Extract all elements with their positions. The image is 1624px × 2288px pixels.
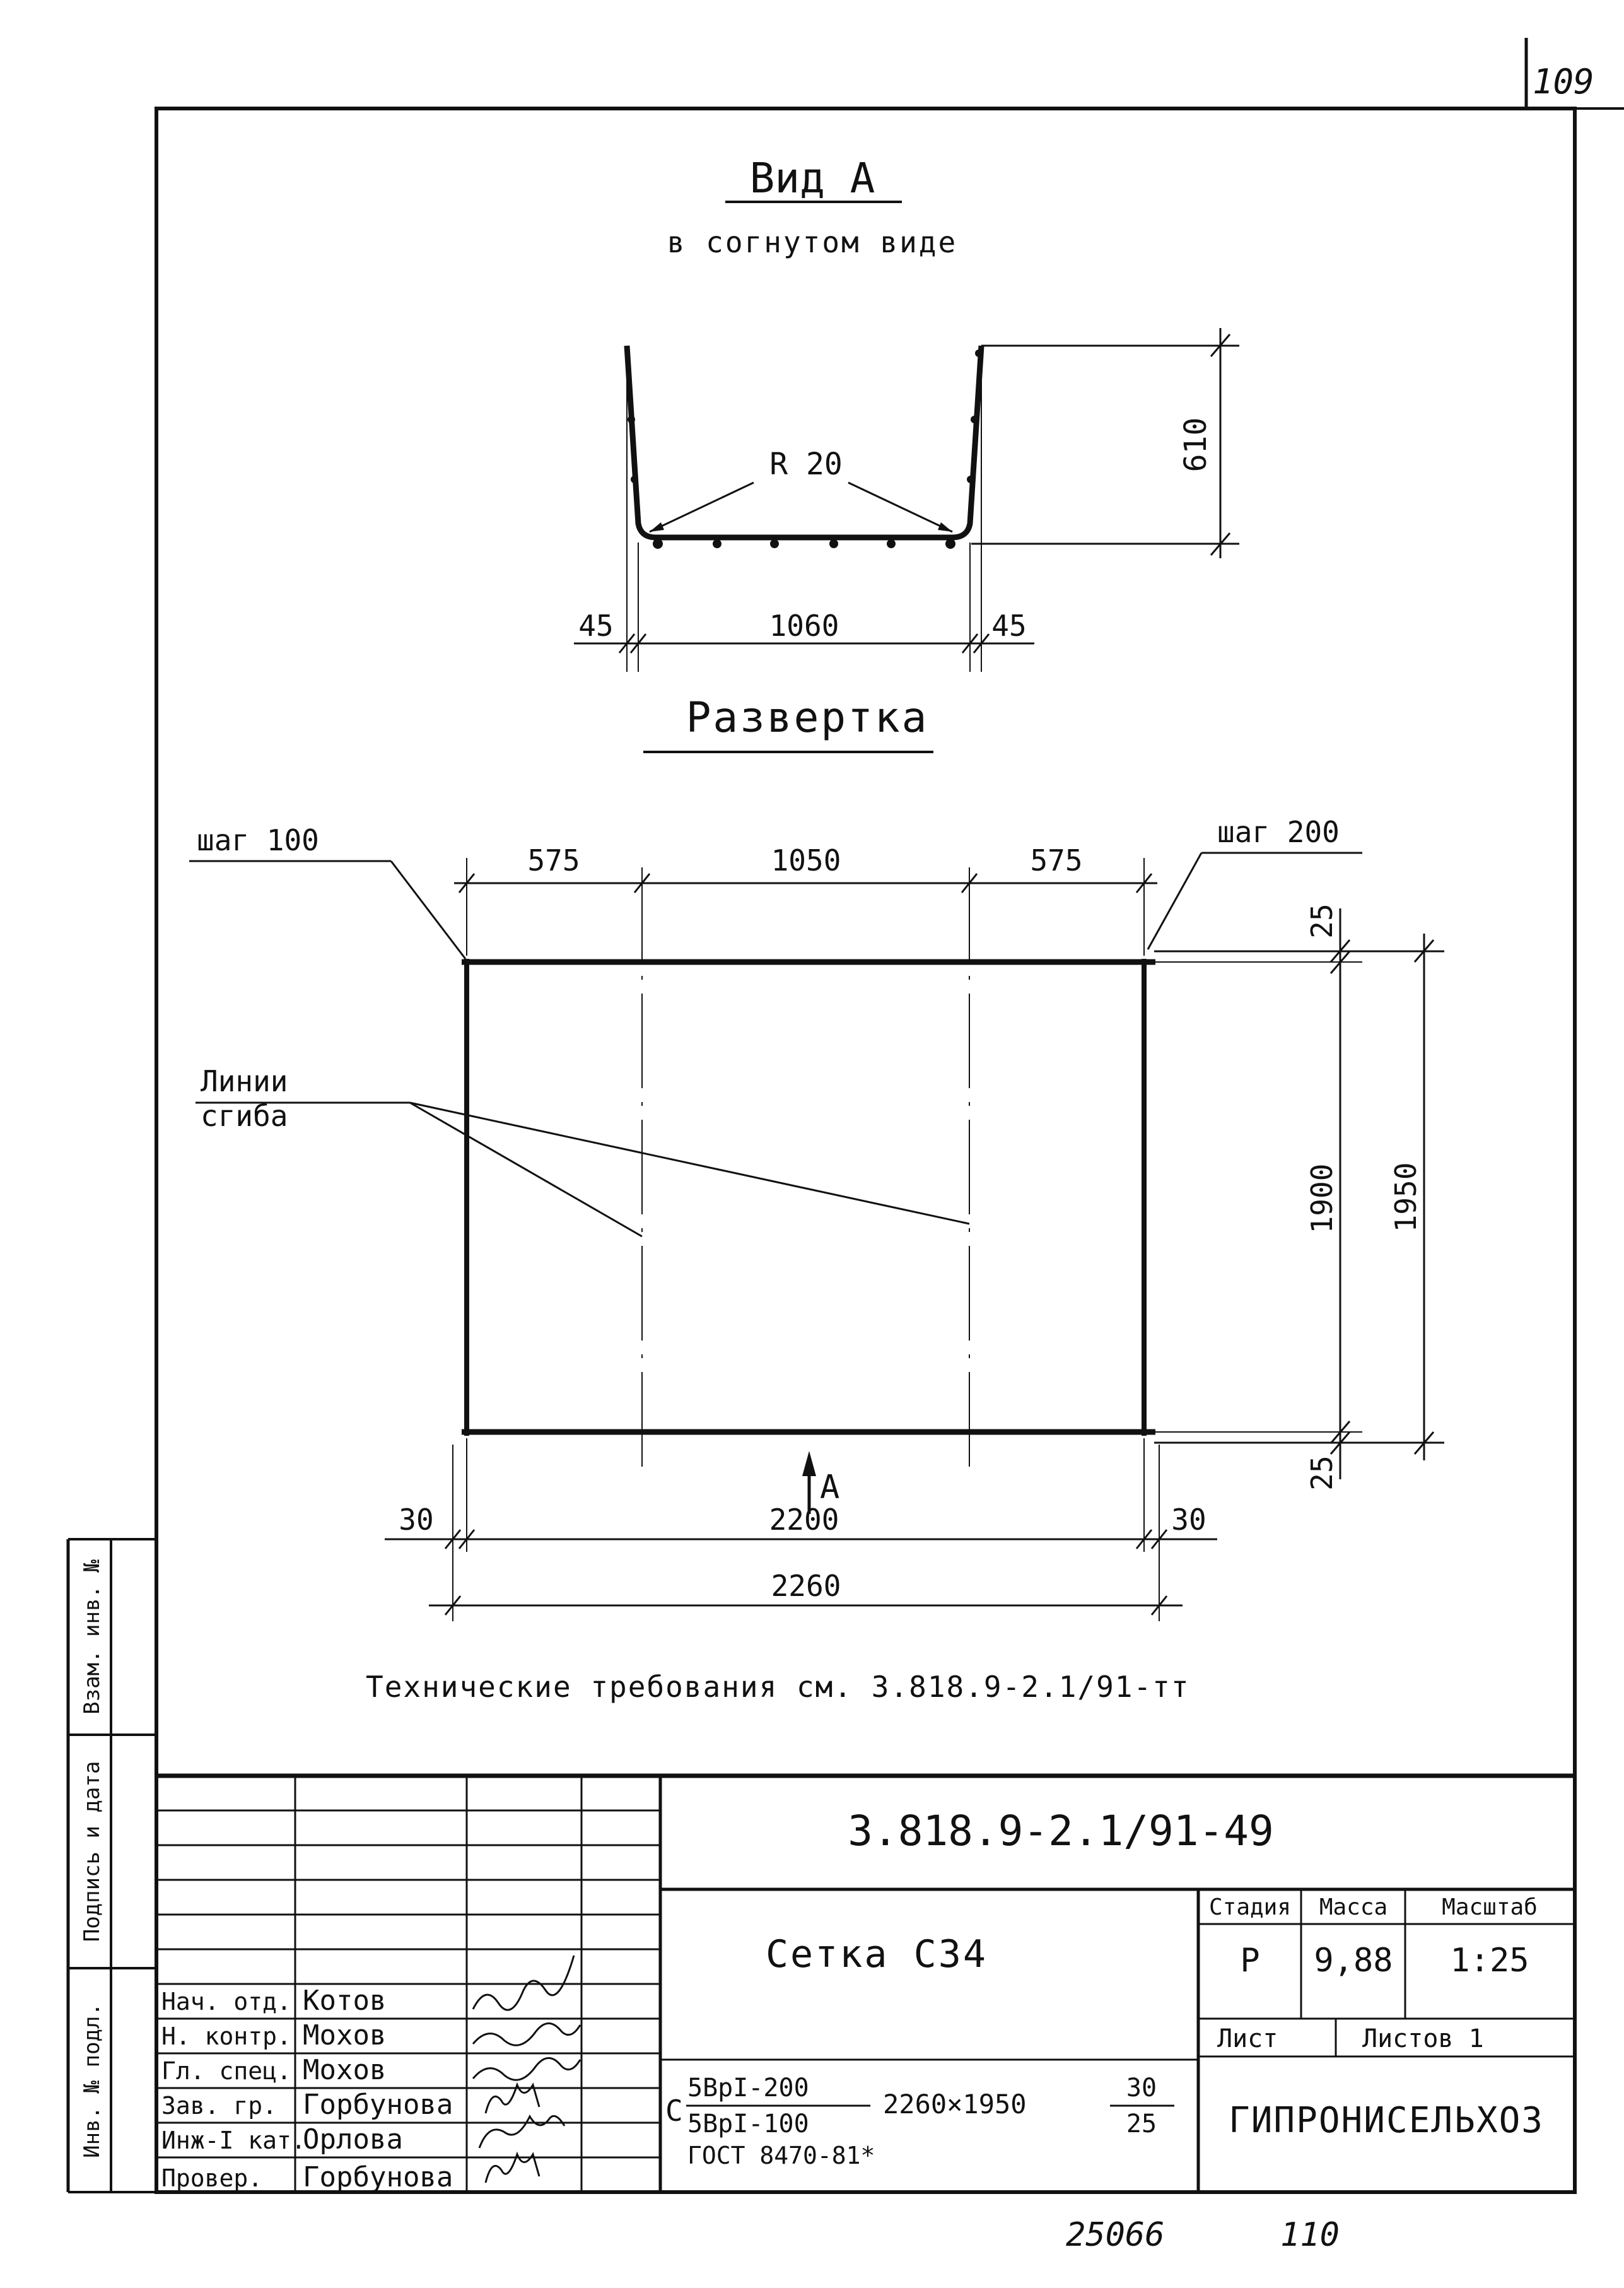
spec-bottom: 5ВрI-100: [687, 2109, 809, 2138]
dim-height-610: 610: [1178, 417, 1213, 472]
radius-label: R 20: [769, 447, 843, 482]
signatures: [473, 1956, 580, 2183]
page-number-box: [1526, 38, 1624, 109]
dim-left-45: 45: [578, 609, 614, 643]
dim-top-offset-25: 25: [1305, 903, 1339, 939]
scale-value: 1:25: [1450, 1942, 1529, 1980]
dim-inner-height-1900: 1900: [1305, 1163, 1339, 1234]
spec-prefix: С: [665, 2094, 683, 2128]
side-stamp-replacement-inventory: Взам. инв. №: [79, 1559, 105, 1715]
step-left-label: шаг 100: [197, 823, 319, 857]
step-right-label: шаг 200: [1217, 815, 1340, 849]
dim-right-45: 45: [991, 609, 1027, 643]
dim-base-1060: 1060: [769, 609, 839, 643]
development: [189, 693, 1444, 1621]
side-stamp: [68, 1539, 156, 2192]
page-number: 109: [1533, 62, 1594, 102]
mass-header: Масса: [1319, 1894, 1388, 1920]
organization: ГИПРОНИСЕЛЬХОЗ: [1228, 2100, 1545, 2141]
name-1: Мохов: [303, 2019, 387, 2051]
tech-requirements: Технические требования см. 3.818.9-2.1/91-тт: [366, 1670, 1190, 1704]
section-mark-a: А: [820, 1469, 840, 1506]
scale-header: Масштаб: [1442, 1894, 1538, 1920]
side-stamp-inventory-original: Инв. № подл.: [79, 2003, 105, 2158]
name-0: Котов: [303, 1985, 387, 2017]
sheets-label: Листов 1: [1362, 2024, 1484, 2053]
name-3: Горбунова: [303, 2089, 453, 2121]
role-2: Гл. спец.: [161, 2057, 291, 2085]
bend-lines-label-2: сгиба: [201, 1099, 288, 1133]
dim-top-right: 575: [1030, 843, 1083, 877]
sheet-label: Лист: [1217, 2024, 1278, 2053]
document-code: 3.818.9-2.1/91-49: [848, 1807, 1274, 1855]
name-5: Горбунова: [303, 2161, 453, 2193]
name-2: Мохов: [303, 2054, 387, 2086]
footer-left-number: 25066: [1066, 2216, 1165, 2254]
dim-total-height-1950: 1950: [1389, 1162, 1423, 1233]
spec-ratio-top: 30: [1126, 2074, 1157, 2103]
role-4: Инж-I кат.: [161, 2127, 306, 2154]
footer-right-number: 110: [1280, 2216, 1340, 2254]
dim-total-width-2260: 2260: [771, 1569, 841, 1603]
dim-right-offset-30: 30: [1171, 1503, 1206, 1537]
dim-top-left: 575: [527, 843, 580, 877]
dim-left-offset-30: 30: [399, 1503, 434, 1537]
view-a-title: Вид А: [749, 154, 875, 202]
development-title: Развертка: [686, 693, 929, 742]
role-5-visible: Провер.: [161, 2164, 263, 2192]
spec-size: 2260×1950: [883, 2089, 1027, 2120]
role-3: Зав. гр.: [161, 2092, 277, 2120]
view-a-subtitle: в согнутом виде: [667, 225, 958, 259]
dim-inner-width-2200: 2200: [769, 1503, 839, 1537]
dim-bottom-offset-25: 25: [1305, 1455, 1339, 1491]
mass-value: 9,88: [1314, 1942, 1393, 1980]
name-4: Орлова: [303, 2123, 403, 2156]
stage-header: Стадия: [1208, 1894, 1292, 1920]
bend-lines-label-1: Линии: [201, 1064, 288, 1098]
side-stamp-signature-date: Подпись и дата: [79, 1761, 105, 1942]
view-a: [574, 154, 1239, 672]
title-block: [156, 1776, 1575, 2222]
spec-standard: ГОСТ 8470-81*: [687, 2142, 875, 2169]
spec-top: 5ВрI-200: [687, 2074, 809, 2103]
stage-value: Р: [1240, 1942, 1260, 1980]
spec-ratio-bottom: 25: [1126, 2109, 1157, 2138]
document-name: Сетка С34: [765, 1932, 988, 1976]
role-1: Н. контр.: [161, 2022, 291, 2050]
role-0: Нач. отд.: [161, 1988, 291, 2015]
dim-top-center: 1050: [771, 843, 841, 877]
